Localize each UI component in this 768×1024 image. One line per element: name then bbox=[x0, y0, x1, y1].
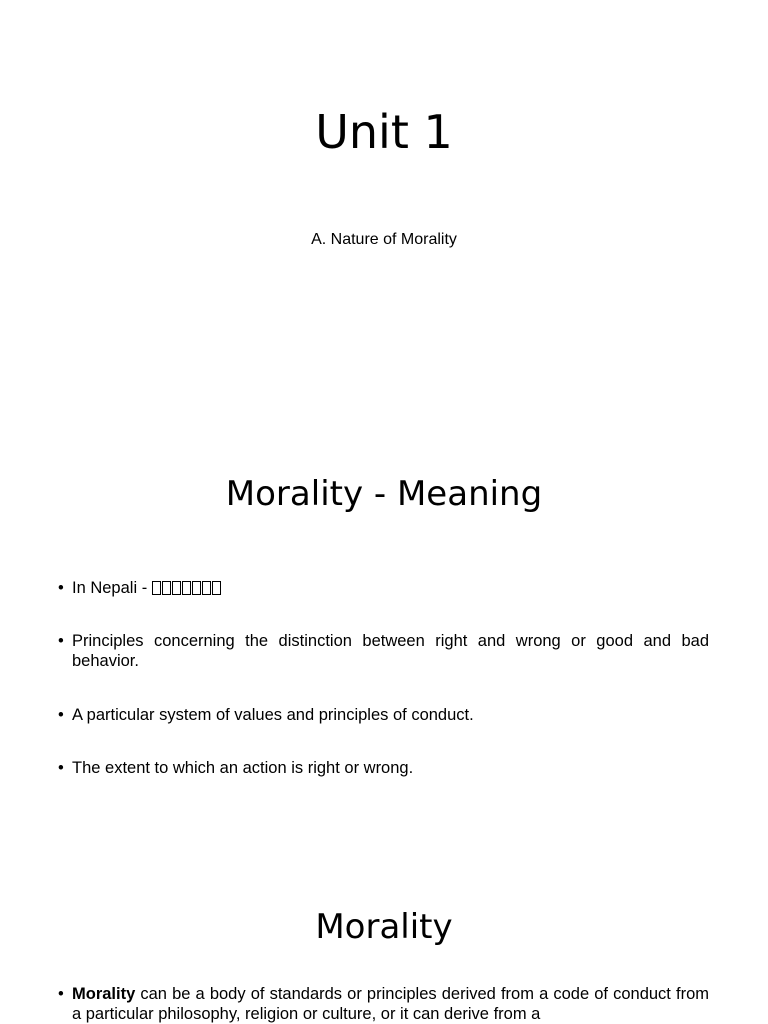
bullet-text: can be a body of standards or principles derived from a code of conduct from a particular philosophy, religion or culture, or it can derive from a bbox=[72, 985, 709, 1023]
missing-glyph-box bbox=[192, 581, 201, 595]
bullet-list bbox=[58, 984, 709, 1024]
slide-unit-title bbox=[0, 0, 768, 432]
bullet-bold-term: Morality bbox=[72, 985, 136, 1003]
bullet-item-nepali bbox=[58, 578, 709, 598]
missing-glyph-box bbox=[212, 581, 221, 595]
bullet-item-extent bbox=[58, 758, 709, 778]
slide-title: Morality - Meaning bbox=[225, 474, 543, 514]
missing-glyph-box bbox=[152, 581, 161, 595]
bullet-dot-icon: • bbox=[58, 985, 64, 1003]
bullet-label: In Nepali - bbox=[72, 579, 152, 597]
missing-glyph-box bbox=[202, 581, 211, 595]
slide-morality-meaning bbox=[0, 432, 768, 864]
slide-morality bbox=[0, 864, 768, 1024]
bullet-dot-icon: • bbox=[58, 632, 64, 650]
bullet-list bbox=[58, 578, 709, 811]
slide-subtitle: A. Nature of Morality bbox=[311, 231, 457, 248]
slide-title: Morality bbox=[315, 907, 453, 947]
bullet-dot-icon: • bbox=[58, 759, 64, 777]
bullet-text: The extent to which an action is right or wrong. bbox=[72, 759, 414, 777]
bullet-text: A particular system of values and principles of conduct. bbox=[72, 706, 474, 724]
bullet-item-principles bbox=[58, 631, 709, 671]
bullet-dot-icon: • bbox=[58, 579, 64, 597]
missing-glyph-box bbox=[172, 581, 181, 595]
unrendered-glyphs bbox=[152, 579, 222, 597]
missing-glyph-box bbox=[162, 581, 171, 595]
missing-glyph-box bbox=[182, 581, 191, 595]
bullet-text: Principles concerning the distinction between right and wrong or good and bad behavior. bbox=[72, 632, 709, 670]
slide-title: Unit 1 bbox=[315, 105, 453, 159]
bullet-item-system bbox=[58, 705, 709, 725]
bullet-dot-icon: • bbox=[58, 706, 64, 724]
bullet-item-definition bbox=[58, 984, 709, 1024]
